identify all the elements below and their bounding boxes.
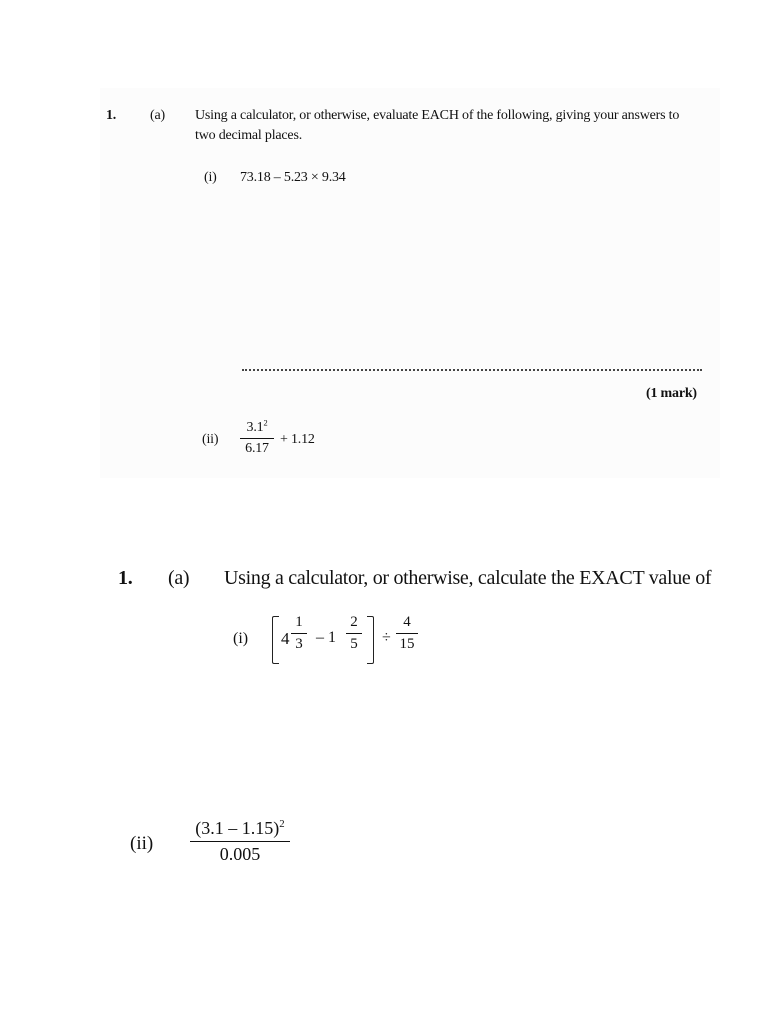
question-number: 1. [118, 567, 133, 589]
fraction-bar [240, 438, 274, 439]
instruction-line-2: two decimal places. [195, 128, 302, 143]
fraction-denominator: 0.005 [219, 844, 261, 864]
part-ii-plus-term: + 1.12 [280, 432, 315, 447]
question-number: 1. [106, 108, 117, 123]
right-bracket [367, 616, 374, 664]
fraction-one-third: 1 3 [291, 614, 307, 653]
fraction-four-fifteenths: 4 15 [396, 614, 418, 653]
question-part: (a) [150, 108, 165, 123]
fraction-denominator: 6.17 [245, 441, 269, 456]
fraction-numerator: $3.1^2$ [246, 418, 268, 435]
mark-label: (1 mark) [646, 386, 697, 401]
part-ii-label: (ii) [202, 432, 219, 447]
fraction-bar [190, 841, 290, 842]
question-panel-1 [100, 88, 720, 478]
divide-sign: ÷ [382, 629, 391, 646]
part-ii-label: (ii) [130, 833, 154, 854]
question-part: (a) [168, 567, 190, 589]
whole-number: 4 [281, 629, 290, 648]
instruction-line-1: Using a calculator, or otherwise, evaluate EACH of the following, giving your answers to [195, 108, 680, 123]
part-i-label: (i) [204, 170, 217, 185]
part-ii-fraction [240, 420, 274, 457]
part-i-expression: 73.18 – 5.23 × 9.34 [240, 170, 346, 185]
left-bracket [272, 616, 279, 664]
fraction-two-fifths: 2 5 [346, 614, 362, 653]
part-ii-fraction [190, 818, 290, 865]
answer-line [242, 369, 702, 371]
instruction: Using a calculator, or otherwise, calculate the EXACT value of [224, 567, 712, 589]
fraction-numerator: (3.1 – 1.15)$^2$ [195, 818, 285, 838]
minus-whole-number: – 1 [316, 629, 336, 646]
part-i-label: (i) [233, 630, 249, 647]
